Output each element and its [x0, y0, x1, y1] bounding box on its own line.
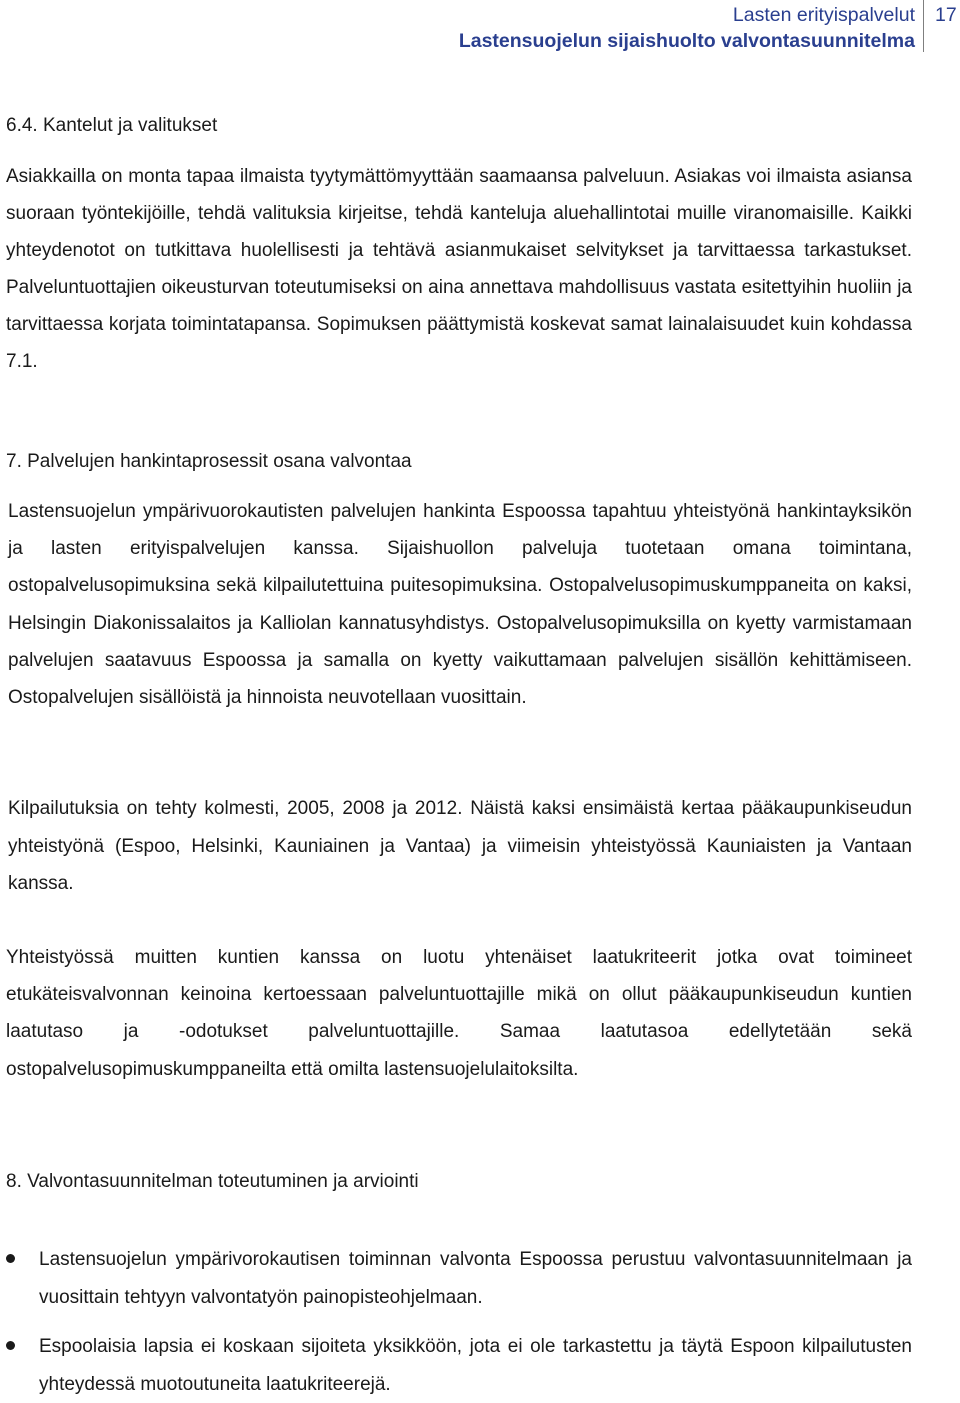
section-7-paragraph-1: Lastensuojelun ympärivuorokautisten palvelujen hankinta Espoossa tapahtuu yhteistyönä hankintayksikön ja lasten erityispalvelujen kanssa. Sijaishuollon palveluja tuotetaan omana toimintana, ostopalvelusopimuksina sekä kilpailutettuina puitesopimuksina. Ostopalvelusopimuskumppaneita on kaksi, Helsingin Diakonissalaitos ja Kalliolan kannatusyhdistys. Ostopalvelusopimuksilla on kyetty varmistamaan palvelujen saatavuus Espoossa ja samalla on kyetty vaikuttamaan palvelujen sisällön kehittämiseen. Ostopalvelujen sisällöistä ja hinnoista neuvotellaan vuosittain. — [8, 501, 912, 709]
bullet-list-item-2-wrapper — [6, 1328, 912, 1403]
bullet-icon — [6, 1341, 15, 1350]
bullet-list-item-1-wrapper — [6, 1241, 912, 1316]
bullet-text: Lastensuojelun ympärivorokautisen toiminnan valvonta Espoossa perustuu valvontasuunnitelmaan ja vuosittain tehtyyn valvontatyön painopisteohjelmaan. — [39, 1249, 912, 1308]
header-divider — [923, 0, 924, 52]
header-document-title: Lastensuojelun sijaishuolto valvontasuunnitelma — [458, 30, 915, 52]
header-department: Lasten erityispalvelut — [732, 4, 915, 26]
list-item — [6, 1241, 912, 1316]
page-number: 17 — [935, 4, 957, 26]
bullet-text: Espoolaisia lapsia ei koskaan sijoiteta yksikköön, jota ei ole tarkastettu ja täytä Espoon kilpailutusten yhteydessä muotoutuneita laatukriteerejä. — [39, 1336, 912, 1395]
section-7-paragraph-2: Kilpailutuksia on tehty kolmesti, 2005, 2008 ja 2012. Näistä kaksi ensimäistä kertaa pääkaupunkiseudun yhteistyönä (Espoo, Helsinki, Kauniainen ja Vantaa) ja viimeisin yhteistyössä Kauniaisten ja Vantaan kanssa. — [8, 798, 912, 894]
section-heading-6-4: 6.4. Kantelut ja valitukset — [6, 115, 218, 136]
section-heading-8: 8. Valvontasuunnitelman toteutuminen ja arviointi — [6, 1171, 419, 1192]
list-item — [6, 1328, 912, 1403]
section-heading-7: 7. Palvelujen hankintaprosessit osana valvontaa — [6, 451, 412, 472]
section-7-paragraph-3: Yhteistyössä muitten kuntien kanssa on luotu yhtenäiset laatukriteerit jotka ovat toimineet etukäteisvalvonnan keinoina kertoessaan palveluntuottajille mikä on ollut pääkaupunkiseudun kuntien laatutaso ja -odotukset palveluntuottajille. Samaa laatutasoa edellytetään sekä ostopalvelusopimuskumppaneilta että omilta lastensuojelulaitoksilta. — [6, 947, 912, 1080]
section-6-4-paragraph: Asiakkailla on monta tapaa ilmaista tyytymättömyyttään saamaansa palveluun. Asiakas voi ilmaista asiansa suoraan työntekijöille, tehdä valituksia kirjeitse, tehdä kanteluja aluehallintotai muille viranomaisille. Kaikki yhteydenotot on tutkittava huolellisesti ja tehtävä asianmukaiset selvitykset ja tarvittaessa tarkastukset. Palveluntuottajien oikeusturvan toteutumiseksi on aina annettava mahdollisuus vastata esitettyihin huoliin ja tarvittaessa korjata toimintatapansa. Sopimuksen päättymistä koskevat samat lainalaisuudet kuin kohdassa 7.1. — [6, 166, 912, 372]
bullet-icon — [6, 1254, 15, 1263]
page-header — [0, 0, 960, 58]
header-text — [459, 2, 915, 54]
